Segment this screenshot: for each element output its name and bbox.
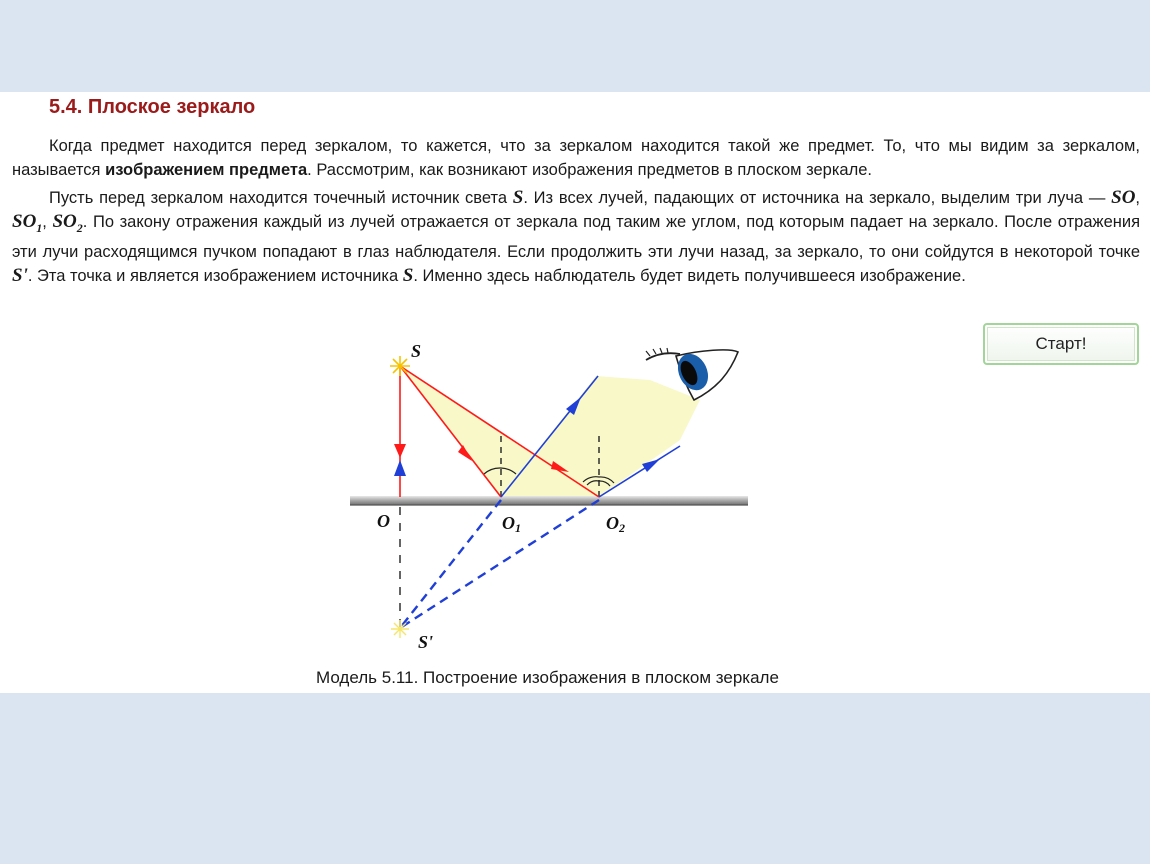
expl-text-3: . По закону отражения каждый из лучей отражается от зеркала под таким же углом, под которым падает на зеркало. После отражения эти лучи расходящимся пучком попадают в глаз наблюдателя. Если продолжить эти лучи назад, за зеркало, то они сойдутся в некоторой точке <box>12 213 1141 261</box>
intro-paragraph <box>12 134 1140 182</box>
label-o2-sub: 2 <box>619 521 625 535</box>
expl-text-4: . Эта точка и является изображением источника <box>27 266 403 285</box>
label-o2 <box>606 513 625 535</box>
start-button[interactable]: Старт! <box>983 323 1139 365</box>
intro-bold-term: изображением предмета <box>105 161 308 179</box>
symbol-source-2: S <box>402 264 414 286</box>
symbol-image-point: S' <box>12 264 28 286</box>
figure-caption: Модель 5.11. Построение изображения в плоском зеркале <box>316 668 779 687</box>
label-o: O <box>377 511 390 531</box>
intro-text-2: . Рассмотрим, как возникают изображения предметов в плоском зеркале. <box>307 161 872 179</box>
mirror-surface <box>350 496 748 505</box>
reflected-ray-o-arrow <box>394 460 406 476</box>
symbol-ray-so2 <box>52 211 83 235</box>
virtual-ray-o2 <box>400 500 599 628</box>
virtual-ray-o1 <box>400 500 501 628</box>
symbol-ray-so: SO <box>1111 187 1136 208</box>
reflected-beam <box>501 376 700 497</box>
symbol-source: S <box>512 187 524 208</box>
mirror-diagram <box>340 335 760 655</box>
expl-comma-1: , <box>1135 189 1141 207</box>
incident-ray-so-arrow <box>394 444 406 458</box>
label-source: S <box>411 341 422 361</box>
expl-text-5: . Именно здесь наблюдатель будет видеть получившееся изображение. <box>413 266 966 285</box>
source-star-icon <box>390 356 410 376</box>
intro-text-1: Когда предмет находится перед зеркалом, то кажется, что за зеркалом находится такой же предмет. То, что мы видим за зеркалом, называется <box>12 137 1140 179</box>
label-o2-main: O <box>606 513 619 533</box>
ray-so1-sub: 1 <box>36 220 43 235</box>
expl-comma-2: , <box>42 213 53 231</box>
section-title: 5.4. Плоское зеркало <box>49 96 256 118</box>
label-o1-sub: 1 <box>515 521 521 535</box>
label-o1-main: O <box>502 513 515 533</box>
expl-text-1: Пусть перед зеркалом находится точечный источник света <box>49 189 513 207</box>
symbol-ray-so1 <box>12 211 43 235</box>
ray-so1-main: SO <box>12 211 37 232</box>
ray-so2-sub: 2 <box>76 220 83 235</box>
explanation-paragraph <box>12 186 1140 288</box>
ray-so2-main: SO <box>52 211 77 232</box>
expl-text-2: . Из всех лучей, падающих от источника на зеркало, выделим три луча — <box>523 189 1112 207</box>
label-o1 <box>502 513 521 535</box>
label-image: S' <box>418 632 434 652</box>
